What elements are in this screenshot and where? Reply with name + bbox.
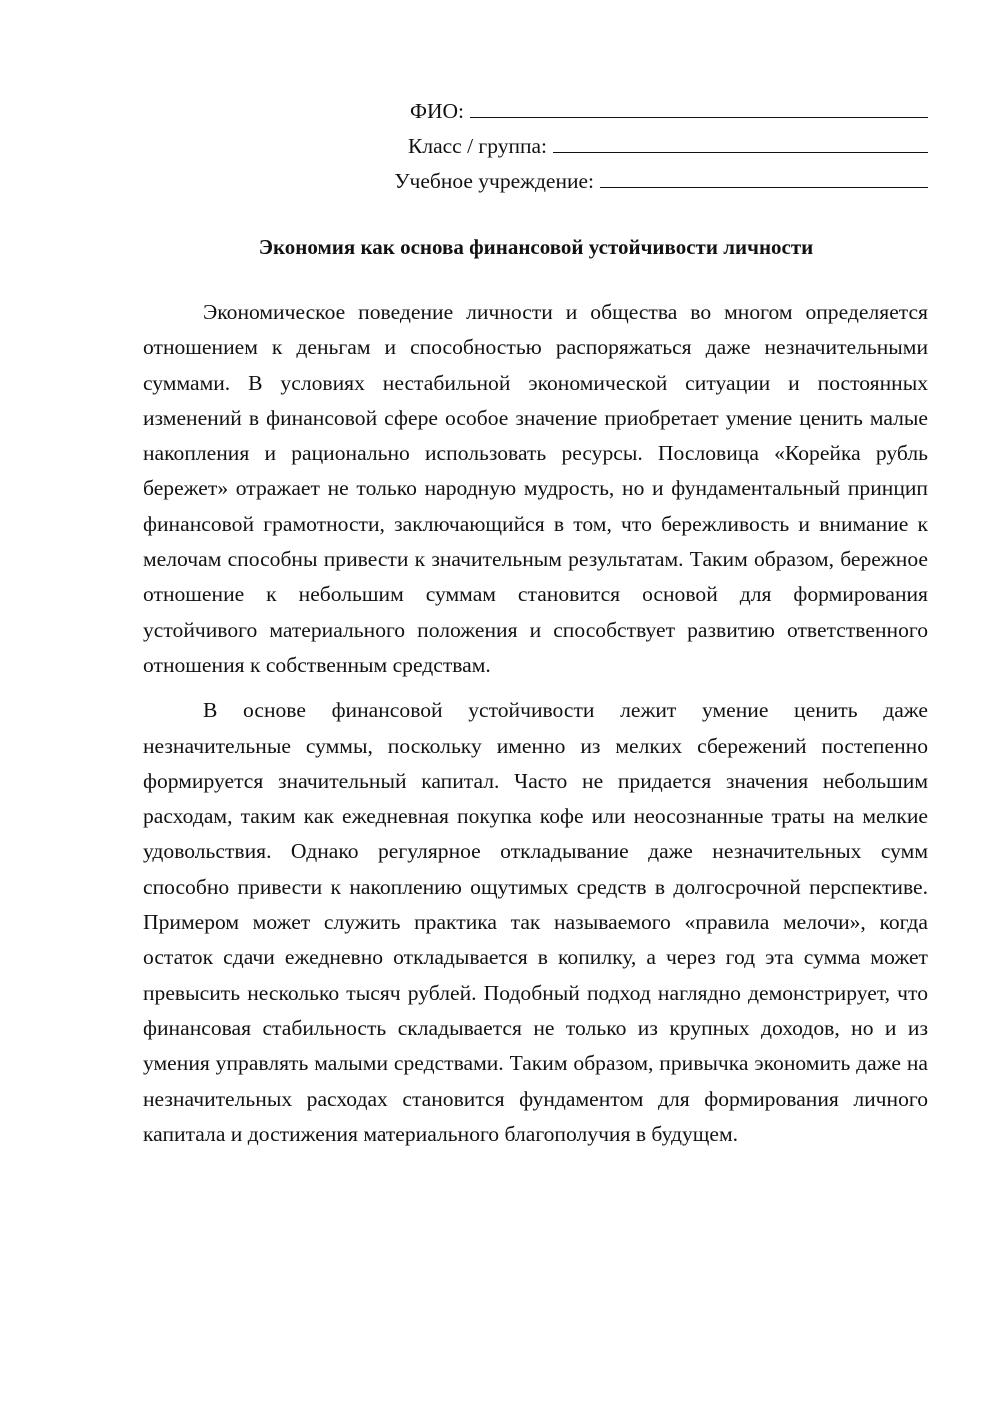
fio-blank-field: [470, 96, 928, 119]
fio-row: [394, 94, 928, 129]
essay-body: [143, 295, 928, 1152]
paragraph-1: Экономическое поведение личности и общества во многом определяется отношением к деньгам и способностью распоряжаться даже незначительными суммами. В условиях нестабильной экономической ситуации и постоянных изменений в финансовой сфере особое значение приобретает умение ценить малые накопления и рационально использовать ресурсы. Пословица «Корейка рубль бережет» отражает не только народную мудрость, но и фундаментальный принцип финансовой грамотности, заключающийся в том, что бережливость и внимание к мелочам способны привести к значительным результатам. Таким образом, бережное отношение к небольшим суммам становится основой для формирования устойчивого материального положения и способствует развитию ответственного отношения к собственным средствам.: [143, 300, 928, 677]
document-title: Экономия как основа финансовой устойчивости личности: [258, 235, 814, 259]
class-blank-field: [553, 131, 928, 154]
school-row: [394, 164, 928, 199]
paragraph-2: В основе финансовой устойчивости лежит умение ценить даже незначительные суммы, поскольку именно из мелких сбережений постепенно формируется значительный капитал. Часто не придается значения небольшим расходам, таким как ежедневная покупка кофе или неосознанные траты на мелкие удовольствия. Однако регулярное откладывание даже незначительных сумм способно привести к накоплению ощутимых средств в долгосрочной перспективе. Примером может служить практика так называемого «правила мелочи», когда остаток сдачи ежедневно откладывается в копилку, а через год эта сумма может превысить несколько тысяч рублей. Подобный подход наглядно демонстрирует, что финансовая стабильность складывается не только из крупных доходов, но и из умения управлять малыми средствами. Таким образом, привычка экономить даже на незначительных расходах становится фундаментом для формирования личного капитала и достижения материального благополучия в будущем.: [143, 698, 928, 1146]
class-row: [394, 129, 928, 164]
school-label: Учебное учреждение:: [394, 169, 594, 193]
class-label: Класс / группа:: [408, 134, 547, 158]
student-info-block: [394, 94, 928, 199]
fio-label: ФИО:: [409, 99, 464, 123]
school-blank-field: [600, 166, 928, 189]
